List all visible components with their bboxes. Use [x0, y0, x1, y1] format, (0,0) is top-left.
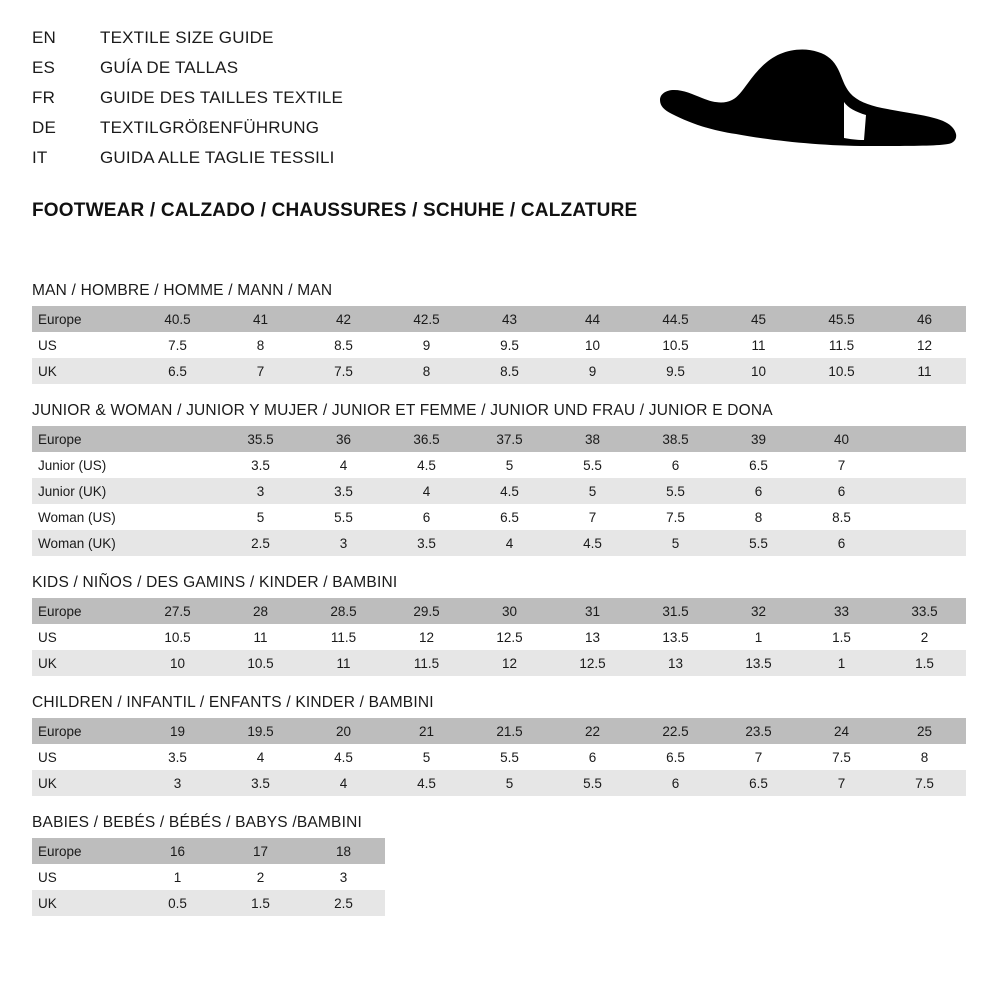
size-cell: 1.5 [883, 650, 966, 676]
size-cell: 7.5 [800, 744, 883, 770]
size-cell: 11 [302, 650, 385, 676]
size-cell: 1 [717, 624, 800, 650]
size-cell: 11.5 [800, 332, 883, 358]
row-label: US [32, 744, 136, 770]
size-cell: 45 [717, 306, 800, 332]
size-cell: 6 [634, 770, 717, 796]
size-cell: 8 [219, 332, 302, 358]
size-cell: 20 [302, 718, 385, 744]
size-section [32, 282, 968, 384]
size-cell: 5.5 [551, 452, 634, 478]
size-cell: 29.5 [385, 598, 468, 624]
size-cell: 7.5 [136, 332, 219, 358]
size-cell: 6 [551, 744, 634, 770]
row-label: Woman (US) [32, 504, 136, 530]
size-cell: 10.5 [219, 650, 302, 676]
size-cell: 1 [136, 864, 219, 890]
size-cell: 12 [883, 332, 966, 358]
size-cell: 8 [717, 504, 800, 530]
size-cell: 3.5 [136, 744, 219, 770]
row-label: Woman (UK) [32, 530, 136, 556]
language-list [32, 28, 652, 178]
language-text: GUIDA ALLE TAGLIE TESSILI [100, 148, 335, 167]
size-cell: 45.5 [800, 306, 883, 332]
size-cell: 7 [551, 504, 634, 530]
language-row [32, 58, 652, 88]
size-cell: 6.5 [634, 744, 717, 770]
table-row [32, 504, 966, 530]
header [32, 28, 652, 222]
size-section [32, 574, 968, 676]
table-row [32, 744, 966, 770]
size-cell: 36 [302, 426, 385, 452]
language-text: TEXTILGRÖßENFÜHRUNG [100, 118, 320, 137]
size-cell: 38.5 [634, 426, 717, 452]
size-cell: 46 [883, 306, 966, 332]
size-cell: 44 [551, 306, 634, 332]
size-cell: 8 [385, 358, 468, 384]
size-cell: 37.5 [468, 426, 551, 452]
size-cell: 3 [136, 770, 219, 796]
size-cell: 9.5 [634, 358, 717, 384]
size-cell: 13.5 [717, 650, 800, 676]
size-cell: 3 [302, 530, 385, 556]
size-cell: 4.5 [551, 530, 634, 556]
size-cell: 3.5 [219, 452, 302, 478]
size-cell: 5 [219, 504, 302, 530]
size-table [32, 838, 385, 916]
size-table [32, 426, 966, 556]
size-cell: 11.5 [385, 650, 468, 676]
row-label: Europe [32, 838, 136, 864]
size-cell: 4 [219, 744, 302, 770]
row-label: UK [32, 890, 136, 916]
size-section [32, 694, 968, 796]
section-title: BABIES / BEBÉS / BÉBÉS / BABYS /BAMBINI [32, 814, 362, 831]
size-cell: 35.5 [219, 426, 302, 452]
table-row [32, 864, 385, 890]
section-title: CHILDREN / INFANTIL / ENFANTS / KINDER / BAMBINI [32, 694, 434, 711]
size-cell: 19 [136, 718, 219, 744]
size-cell: 2.5 [219, 530, 302, 556]
size-cell: 42 [302, 306, 385, 332]
size-cell: 22.5 [634, 718, 717, 744]
size-cell: 6 [800, 478, 883, 504]
size-cell: 8 [883, 744, 966, 770]
size-cell: 3 [219, 478, 302, 504]
size-cell: 11 [883, 358, 966, 384]
size-cell: 24 [800, 718, 883, 744]
language-row [32, 28, 652, 58]
size-cell: 4 [385, 478, 468, 504]
size-table [32, 306, 966, 384]
size-cell: 32 [717, 598, 800, 624]
row-label: Junior (UK) [32, 478, 136, 504]
size-cell: 12.5 [551, 650, 634, 676]
size-cell: 13 [634, 650, 717, 676]
size-cell: 11 [219, 624, 302, 650]
size-cell [136, 504, 219, 530]
size-cell: 7 [219, 358, 302, 384]
table-row [32, 306, 966, 332]
language-text: GUÍA DE TALLAS [100, 58, 239, 77]
section-title: JUNIOR & WOMAN / JUNIOR Y MUJER / JUNIOR ET FEMME / JUNIOR UND FRAU / JUNIOR E DONA [32, 402, 773, 419]
size-section [32, 814, 968, 916]
size-cell: 38 [551, 426, 634, 452]
size-cell: 10 [136, 650, 219, 676]
size-cell: 28 [219, 598, 302, 624]
table-row [32, 650, 966, 676]
row-label: US [32, 864, 136, 890]
size-cell: 2 [883, 624, 966, 650]
language-code: ES [32, 58, 56, 77]
language-text: GUIDE DES TAILLES TEXTILE [100, 88, 344, 107]
table-row [32, 530, 966, 556]
size-cell: 3.5 [302, 478, 385, 504]
size-cell: 31 [551, 598, 634, 624]
size-table [32, 718, 966, 796]
size-cell: 9.5 [468, 332, 551, 358]
table-row [32, 770, 966, 796]
size-cell: 16 [136, 838, 219, 864]
size-cell: 10.5 [136, 624, 219, 650]
row-label: Europe [32, 598, 136, 624]
size-cell: 4.5 [385, 452, 468, 478]
size-cell: 10.5 [800, 358, 883, 384]
size-cell: 7.5 [634, 504, 717, 530]
size-cell: 31.5 [634, 598, 717, 624]
size-cell: 2 [219, 864, 302, 890]
row-label: Europe [32, 718, 136, 744]
size-cell: 10 [551, 332, 634, 358]
size-cell: 27.5 [136, 598, 219, 624]
size-section [32, 402, 968, 556]
size-cell: 22 [551, 718, 634, 744]
dress-shoe-icon [658, 42, 958, 172]
size-cell [883, 452, 966, 478]
table-row [32, 718, 966, 744]
size-cell: 5.5 [717, 530, 800, 556]
row-label: UK [32, 358, 136, 384]
size-cell: 1.5 [800, 624, 883, 650]
section-title: KIDS / NIÑOS / DES GAMINS / KINDER / BAMBINI [32, 574, 398, 591]
size-cell: 6 [385, 504, 468, 530]
size-cell: 5 [385, 744, 468, 770]
size-cell: 7 [800, 452, 883, 478]
size-cell: 8.5 [302, 332, 385, 358]
size-cell: 4 [302, 452, 385, 478]
row-label: Europe [32, 306, 136, 332]
size-cell [136, 478, 219, 504]
size-cell: 1 [800, 650, 883, 676]
size-cell: 5 [468, 770, 551, 796]
section-title: MAN / HOMBRE / HOMME / MANN / MAN [32, 282, 333, 299]
size-cell: 21.5 [468, 718, 551, 744]
table-row [32, 624, 966, 650]
size-cell: 8.5 [468, 358, 551, 384]
size-cell: 11 [717, 332, 800, 358]
size-cell: 2.5 [302, 890, 385, 916]
size-cell: 10.5 [634, 332, 717, 358]
row-label: UK [32, 650, 136, 676]
size-cell: 33.5 [883, 598, 966, 624]
size-cell [883, 426, 966, 452]
size-cell [883, 530, 966, 556]
row-label: UK [32, 770, 136, 796]
size-cell: 5 [468, 452, 551, 478]
category-title: FOOTWEAR / CALZADO / CHAUSSURES / SCHUHE / CALZATURE [32, 200, 638, 221]
size-cell: 5.5 [634, 478, 717, 504]
size-cell: 43 [468, 306, 551, 332]
size-cell: 33 [800, 598, 883, 624]
size-cell [136, 452, 219, 478]
size-tables [32, 282, 968, 934]
size-cell: 17 [219, 838, 302, 864]
size-cell: 36.5 [385, 426, 468, 452]
language-text: TEXTILE SIZE GUIDE [100, 28, 274, 47]
size-cell: 6.5 [717, 770, 800, 796]
table-row [32, 890, 385, 916]
size-cell: 12 [468, 650, 551, 676]
size-cell: 7.5 [302, 358, 385, 384]
size-cell: 7 [717, 744, 800, 770]
language-row [32, 88, 652, 118]
row-label: Junior (US) [32, 452, 136, 478]
size-cell: 4.5 [385, 770, 468, 796]
size-cell: 13.5 [634, 624, 717, 650]
table-row [32, 478, 966, 504]
table-row [32, 426, 966, 452]
size-cell: 19.5 [219, 718, 302, 744]
size-cell: 6.5 [468, 504, 551, 530]
size-cell: 0.5 [136, 890, 219, 916]
size-cell: 4 [468, 530, 551, 556]
size-cell: 5 [634, 530, 717, 556]
size-cell: 11.5 [302, 624, 385, 650]
size-cell: 6.5 [717, 452, 800, 478]
table-row [32, 452, 966, 478]
row-label: US [32, 624, 136, 650]
size-cell: 30 [468, 598, 551, 624]
size-cell: 3 [302, 864, 385, 890]
size-cell: 6 [634, 452, 717, 478]
size-cell: 9 [551, 358, 634, 384]
size-table [32, 598, 966, 676]
size-cell: 10 [717, 358, 800, 384]
size-cell: 6 [717, 478, 800, 504]
table-row [32, 838, 385, 864]
size-cell: 5.5 [551, 770, 634, 796]
size-cell [136, 530, 219, 556]
size-cell: 12 [385, 624, 468, 650]
size-cell: 4.5 [468, 478, 551, 504]
language-code: FR [32, 88, 56, 107]
size-cell: 13 [551, 624, 634, 650]
table-row [32, 598, 966, 624]
size-cell: 3.5 [219, 770, 302, 796]
size-cell: 6.5 [136, 358, 219, 384]
size-cell: 7.5 [883, 770, 966, 796]
size-cell: 44.5 [634, 306, 717, 332]
size-cell: 9 [385, 332, 468, 358]
table-row [32, 332, 966, 358]
size-cell: 41 [219, 306, 302, 332]
size-cell: 23.5 [717, 718, 800, 744]
size-cell [136, 426, 219, 452]
size-cell: 4.5 [302, 744, 385, 770]
size-cell: 25 [883, 718, 966, 744]
size-cell: 7 [800, 770, 883, 796]
size-cell: 39 [717, 426, 800, 452]
language-row [32, 118, 652, 148]
size-cell: 40.5 [136, 306, 219, 332]
language-code: EN [32, 28, 57, 47]
size-cell: 28.5 [302, 598, 385, 624]
size-cell: 5 [551, 478, 634, 504]
size-cell: 12.5 [468, 624, 551, 650]
size-cell: 5.5 [468, 744, 551, 770]
size-cell: 4 [302, 770, 385, 796]
size-cell: 3.5 [385, 530, 468, 556]
size-cell: 21 [385, 718, 468, 744]
row-label: US [32, 332, 136, 358]
size-cell: 40 [800, 426, 883, 452]
row-label: Europe [32, 426, 136, 452]
size-cell [883, 504, 966, 530]
size-cell: 8.5 [800, 504, 883, 530]
language-code: DE [32, 118, 57, 137]
size-cell: 42.5 [385, 306, 468, 332]
size-cell: 6 [800, 530, 883, 556]
size-cell: 1.5 [219, 890, 302, 916]
language-code: IT [32, 148, 48, 167]
language-row [32, 148, 652, 178]
size-cell: 18 [302, 838, 385, 864]
size-cell: 5.5 [302, 504, 385, 530]
table-row [32, 358, 966, 384]
size-cell [883, 478, 966, 504]
